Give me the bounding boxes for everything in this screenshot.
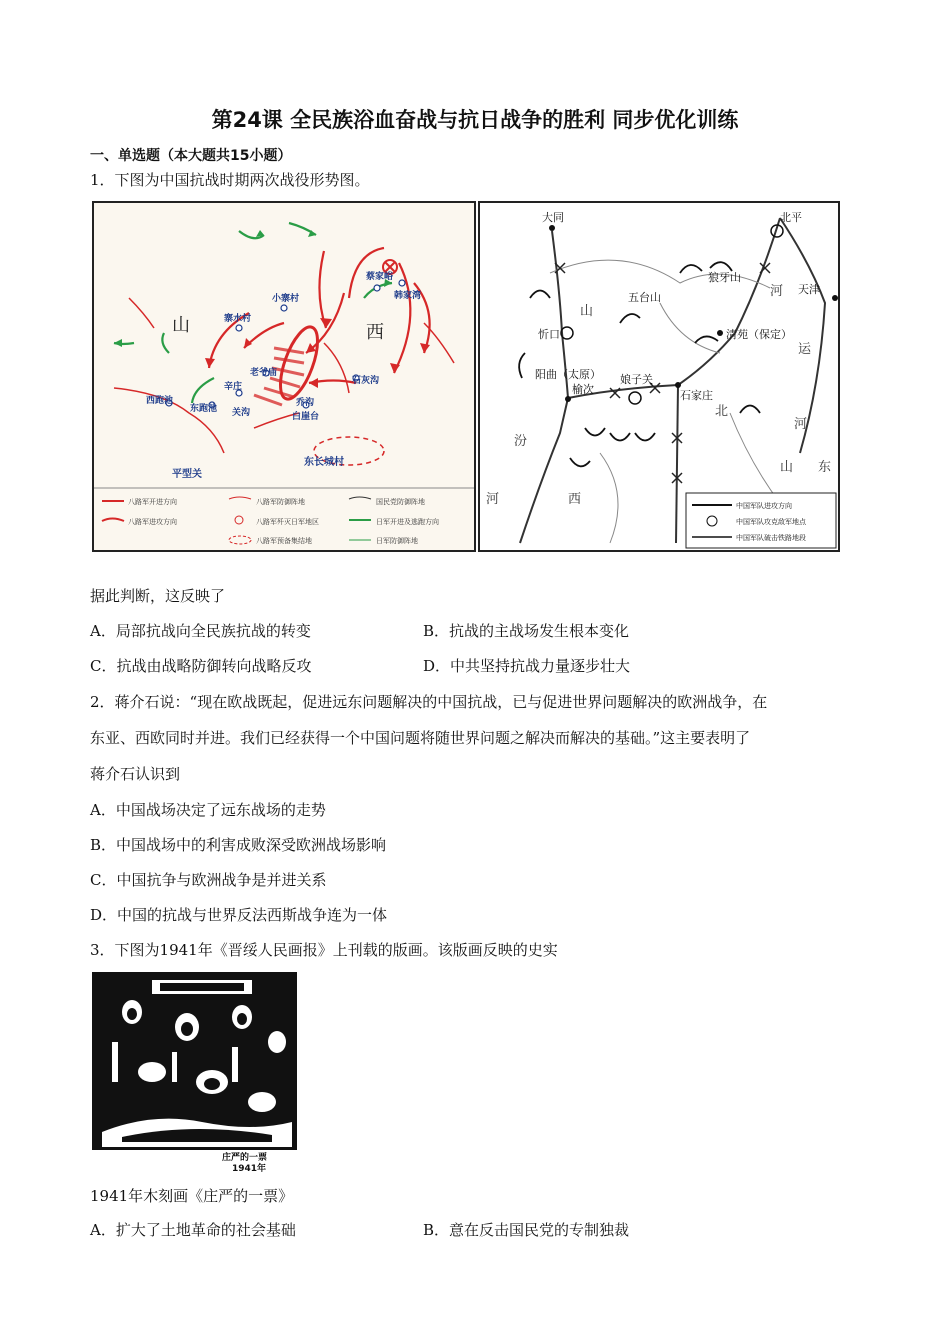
place-wutaishan: 五台山 xyxy=(628,291,661,304)
legend-right-2: 中国军队破击铁路地段 xyxy=(736,534,806,542)
place-qiaogou: 乔沟 xyxy=(296,398,315,408)
q1-option-c[interactable]: C．抗战由战略防御转向战略反攻 xyxy=(90,657,312,675)
place-xinkou: 忻口 xyxy=(538,328,560,341)
legend-left-3: 八路军进攻方向 xyxy=(128,518,177,526)
place-xipaochi: 西跑池 xyxy=(146,396,174,406)
place-baiyatai: 白崖台 xyxy=(292,412,320,422)
place-zhaishuicun: 寨水村 xyxy=(224,314,252,324)
section-heading: 一、单选题（本大题共15小题） xyxy=(90,148,292,164)
right-region-3: 河 xyxy=(770,284,784,299)
place-tianjin: 天津 xyxy=(798,283,820,296)
left-map-region-2: 西 xyxy=(366,322,384,343)
place-xiaozhaicun: 小寨村 xyxy=(272,294,300,304)
right-region-7: 汾 xyxy=(514,434,528,449)
place-pingxingguan: 平型关 xyxy=(172,469,202,480)
place-laoyemiao: 老爷庙 xyxy=(250,368,278,378)
legend-right-0: 中国军队进攻方向 xyxy=(736,502,792,510)
legend-left-0: 八路军开进方向 xyxy=(128,498,177,506)
q1-option-b[interactable]: B．抗战的主战场发生根本变化 xyxy=(423,622,630,640)
legend-left-2: 国民党防御阵地 xyxy=(376,498,425,506)
q1-stem: 1．下图为中国抗战时期两次战役形势图。 xyxy=(90,171,370,189)
q2-option-b[interactable]: B．中国战场中的利害成败深受欧洲战场影响 xyxy=(90,836,387,854)
place-datong: 大同 xyxy=(542,211,564,224)
legend-right-1: 中国军队攻克敌军地点 xyxy=(736,518,806,526)
right-region-1: 山 xyxy=(580,304,594,319)
place-langyashan: 狼牙山 xyxy=(708,271,741,284)
legend-left-1: 八路军防御阵地 xyxy=(256,498,305,506)
place-qingyuan: 清苑（保定） xyxy=(726,328,792,341)
right-region-5: 山 xyxy=(780,460,794,475)
q2-stem-line-1: 2．蒋介石说：“现在欧战既起，促进远东问题解决的中国抗战，已与促进世界问题解决的欧洲战争，在 xyxy=(90,693,768,711)
pingxingguan-battle-map xyxy=(92,201,476,552)
woodcut-image xyxy=(92,972,302,1172)
woodcut-caption-year: 1941年 xyxy=(232,1164,267,1172)
place-xinzhuang: 辛庄 xyxy=(224,382,243,392)
q2-option-a[interactable]: A．中国战场决定了远东战场的走势 xyxy=(90,801,326,819)
place-hanjiawan: 韩家湾 xyxy=(394,291,422,301)
q1-option-d[interactable]: D．中共坚持抗战力量逐步壮大 xyxy=(423,657,631,675)
place-dongpaochi: 东跑池 xyxy=(190,404,218,414)
legend-left-5: 日军开进及逃跑方向 xyxy=(376,518,439,526)
place-yangqu: 阳曲（太原） xyxy=(535,368,601,381)
legend-left-4: 八路军歼灭日军地区 xyxy=(256,518,319,526)
place-guangou: 关沟 xyxy=(232,408,251,418)
q2-option-c[interactable]: C．中国抗争与欧洲战争是并进关系 xyxy=(90,871,327,889)
legend-left-7: 日军防御阵地 xyxy=(376,537,418,545)
left-map-region-1: 山 xyxy=(172,315,190,336)
place-beiping: 北平 xyxy=(780,211,802,224)
right-region-8: 河 xyxy=(486,492,500,507)
page-title: 第24课 全民族浴血奋战与抗日战争的胜利 同步优化训练 xyxy=(211,108,739,132)
q2-stem-line-3: 蒋介石认识到 xyxy=(90,765,181,783)
q1-lead: 据此判断，这反映了 xyxy=(90,587,226,605)
place-shihuigou: 石灰沟 xyxy=(352,376,380,386)
q3-stem: 3．下图为1941年《晋绥人民画报》上刊载的版画。该版画反映的史实 xyxy=(90,941,558,959)
q1-option-a[interactable]: A．局部抗战向全民族抗战的转变 xyxy=(90,622,311,640)
q2-option-d[interactable]: D．中国的抗战与世界反法西斯战争连为一体 xyxy=(90,906,388,924)
place-yuci: 榆次 xyxy=(572,383,594,396)
q2-stem-line-2: 东亚、西欧同时并进。我们已经获得一个中国问题将随世界问题之解决而解决的基础。”这主要表明了 xyxy=(90,729,751,747)
right-region-9: 运 xyxy=(798,342,812,357)
place-niangziguan: 娘子关 xyxy=(620,373,653,386)
place-shijiazhuang: 石家庄 xyxy=(680,389,713,402)
q3-option-a[interactable]: A．扩大了土地革命的社会基础 xyxy=(90,1221,296,1239)
place-dongchangchengcun: 东长城村 xyxy=(304,457,344,468)
place-caijiayu: 蔡家峪 xyxy=(366,272,394,282)
legend-left-6: 八路军预备集结地 xyxy=(256,537,312,545)
hundred-regiments-battle-map xyxy=(478,201,840,552)
woodcut-caption-title: 庄严的一票 xyxy=(222,1153,268,1163)
q3-option-b[interactable]: B．意在反击国民党的专制独裁 xyxy=(423,1221,630,1239)
q3-caption: 1941年木刻画《庄严的一票》 xyxy=(90,1187,294,1205)
right-region-6: 东 xyxy=(818,460,832,475)
right-region-2: 西 xyxy=(568,492,582,507)
right-region-4: 北 xyxy=(715,404,729,419)
right-region-10: 河 xyxy=(794,417,808,432)
